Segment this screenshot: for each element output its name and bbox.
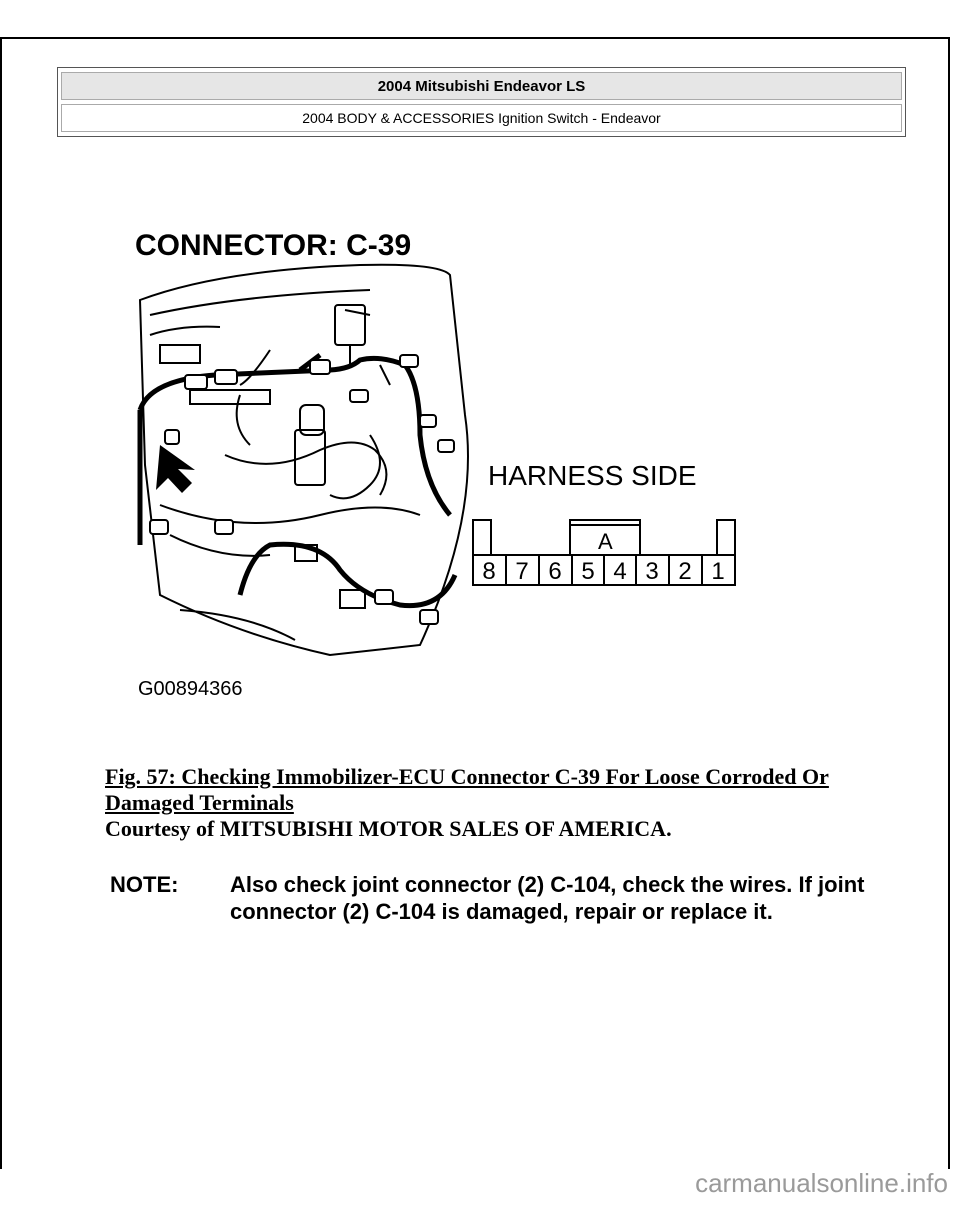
figure-title-link[interactable]: Fig. 57: Checking Immobilizer-ECU Connector C-39 For Loose Corroded Or Damaged Terminals [105, 764, 829, 815]
pin-label: 3 [645, 558, 659, 585]
connector-label: CONNECTOR: C-39 [135, 229, 412, 262]
connector-figure [120, 215, 780, 705]
figure-code: G00894366 [138, 678, 243, 700]
pin-label: 6 [548, 558, 562, 585]
watermark: carmanualsonline.info [695, 1168, 948, 1198]
pin-label: 7 [515, 558, 529, 585]
figure-courtesy: Courtesy of MITSUBISHI MOTOR SALES OF AMERICA. [105, 816, 672, 841]
header-subtitle: 2004 BODY & ACCESSORIES Ignition Switch - Endeavor [61, 104, 902, 132]
terminal-a-label: A [598, 529, 613, 554]
header-title: 2004 Mitsubishi Endeavor LS [61, 72, 902, 100]
note-text: Also check joint connector (2) C-104, check the wires. If joint connector (2) C-104 is damaged, repair or replace it. [230, 872, 865, 924]
location-arrow [156, 445, 195, 493]
pin-label: 5 [581, 558, 595, 585]
pin-label: 8 [482, 558, 496, 585]
pin-label: 1 [711, 558, 725, 585]
pin-label: 4 [613, 558, 627, 585]
document-header [57, 67, 906, 137]
note-label: NOTE: [110, 872, 179, 897]
pin-label: 2 [678, 558, 692, 585]
dashboard-illustration [140, 265, 468, 655]
harness-side-label: HARNESS SIDE [488, 460, 697, 491]
note-block [110, 871, 890, 925]
figure-caption [105, 764, 895, 842]
harness-connectors [150, 355, 454, 624]
